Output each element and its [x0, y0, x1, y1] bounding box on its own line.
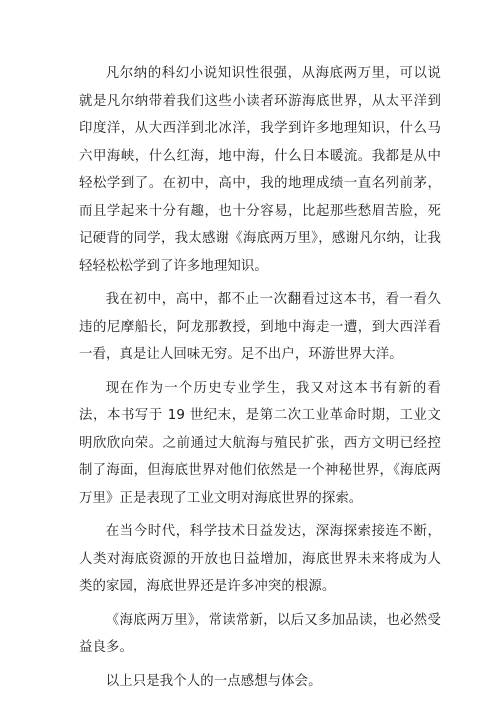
- paragraph-4: 在当今时代，科学技术日益发达，深海探索接连不断，人类对海底资源的开放也日益增加，海底世界未来将成为人类的家园，海底世界还是许多冲突的根源。: [79, 524, 441, 594]
- paragraph-1: 凡尔纳的科幻小说知识性很强，从海底两万里，可以说就是凡尔纳带着我们这些小读者环游海底世界，从太平洋到印度洋，从大西洋到北冰洋，我学到许多地理知识，什么马六甲海峡，什么红海，地中海，什么日本暖流。我都是从中轻松学到了。在初中，高中，我的地理成绩一直名列前茅，而且学起来十分有趣，也十分容易，比起那些愁眉苦脸，死记硬背的同学，我太感谢《海底两万里》，感谢凡尔纳，让我轻轻松松学到了许多地理知识。: [79, 66, 441, 274]
- paragraph-5: 《海底两万里》，常读常新，以后又多加品读，也必然受益良多。: [79, 612, 441, 655]
- paragraph-2: 我在初中，高中，都不止一次翻看过这本书，看一看久违的尼摩船长，阿龙那教授，到地中海走一遭，到大西洋看一看，真是让人回味无穷。足不出户，环游世界大洋。: [79, 292, 441, 362]
- paragraph-3: 现在作为一个历史专业学生，我又对这本书有新的看法，本书写于 19 世纪末，是第二次工业革命时期，工业文明欣欣向荣。之前通过大航海与殖民扩张，西方文明已经控制了海面，但海底世界对他们依然是一个神秘世界，《海底两万里》正是表现了工业文明对海底世界的探索。: [79, 380, 441, 506]
- paragraph-6: 以上只是我个人的一点感想与体会。: [105, 673, 322, 689]
- document-body: [79, 60, 441, 701]
